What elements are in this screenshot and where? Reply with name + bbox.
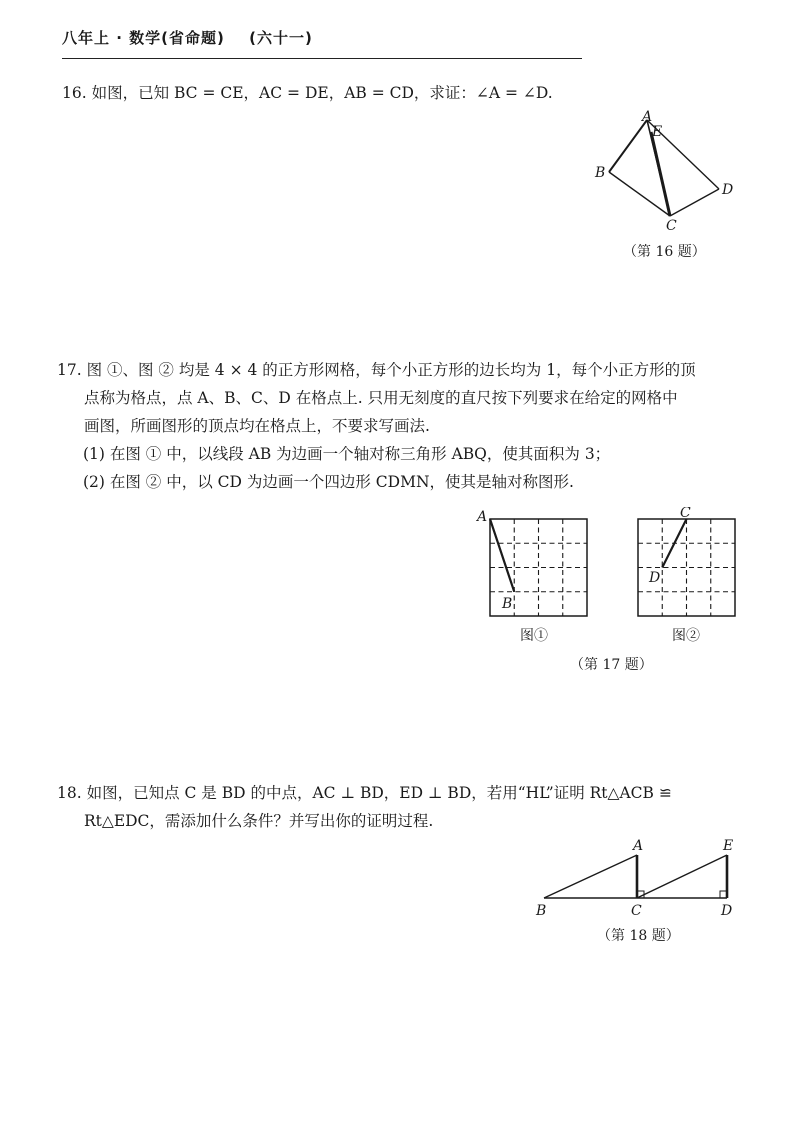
question-18 (57, 779, 747, 835)
header-divider (62, 58, 582, 59)
seg-ce (637, 855, 727, 898)
label-b: B (536, 903, 547, 919)
label-a: A (633, 838, 644, 854)
seg-ec (651, 132, 670, 216)
label-e: E (652, 124, 663, 140)
label-c: C (680, 507, 691, 521)
fig2-label: 图② (672, 628, 700, 644)
header-title: 八年上 · 数学(省命题) (62, 29, 225, 47)
question-17-part2: (2) 在图 ② 中，以 CD 为边画一个四边形 CDMN，使其是轴对称图形. (83, 473, 574, 491)
label-d: D (649, 570, 661, 586)
page-header (62, 27, 313, 48)
caption-17: （第 17 题） (570, 657, 653, 673)
question-17-line1: 17. 图 ①、图 ② 均是 4 × 4 的正方形网格，每个小正方形的边长均为 1，每个小正方形的顶 (57, 361, 696, 379)
seg-ab (609, 120, 647, 172)
question-17-part1: (1) 在图 ① 中，以线段 AB 为边画一个轴对称三角形 ABQ，使其面积为 3； (83, 445, 611, 463)
caption-18: （第 18 题） (597, 928, 680, 944)
header-section: (六十一) (249, 29, 313, 47)
question-17-line2: 点称为格点，点 A、B、C、D 在格点上. 只用无刻度的直尺按下列要求在给定的网格中 (84, 389, 678, 407)
label-e: E (723, 838, 734, 854)
segment-ab (490, 519, 514, 592)
seg-ba (544, 855, 637, 898)
label-d: D (722, 182, 734, 198)
label-b: B (595, 165, 606, 181)
question-18-line2: Rt△EDC，需添加什么条件？并写出你的证明过程. (84, 812, 434, 830)
question-16-text: 16. 如图，已知 BC = CE，AC = DE，AB = CD，求证：∠A = ∠D. (62, 84, 553, 102)
label-c: C (631, 903, 642, 919)
label-b: B (502, 596, 513, 612)
label-a: A (642, 109, 653, 125)
label-c: C (666, 218, 677, 234)
label-a: A (477, 509, 488, 525)
figure-17-grid-2 (624, 507, 749, 619)
figure-16 (585, 105, 755, 240)
fig1-label: 图① (520, 628, 548, 644)
figure-18 (530, 835, 750, 920)
label-d: D (721, 903, 733, 919)
caption-16: （第 16 题） (623, 244, 706, 260)
question-17 (57, 356, 747, 496)
seg-cd (670, 189, 719, 216)
question-17-line3: 画图，所画图形的顶点均在格点上，不要求写画法. (84, 417, 430, 435)
question-18-line1: 18. 如图，已知点 C 是 BD 的中点，AC ⊥ BD，ED ⊥ BD，若用“HL”证明 Rt△ACB ≌ (57, 784, 672, 802)
figure-17-grid-1 (474, 507, 599, 619)
